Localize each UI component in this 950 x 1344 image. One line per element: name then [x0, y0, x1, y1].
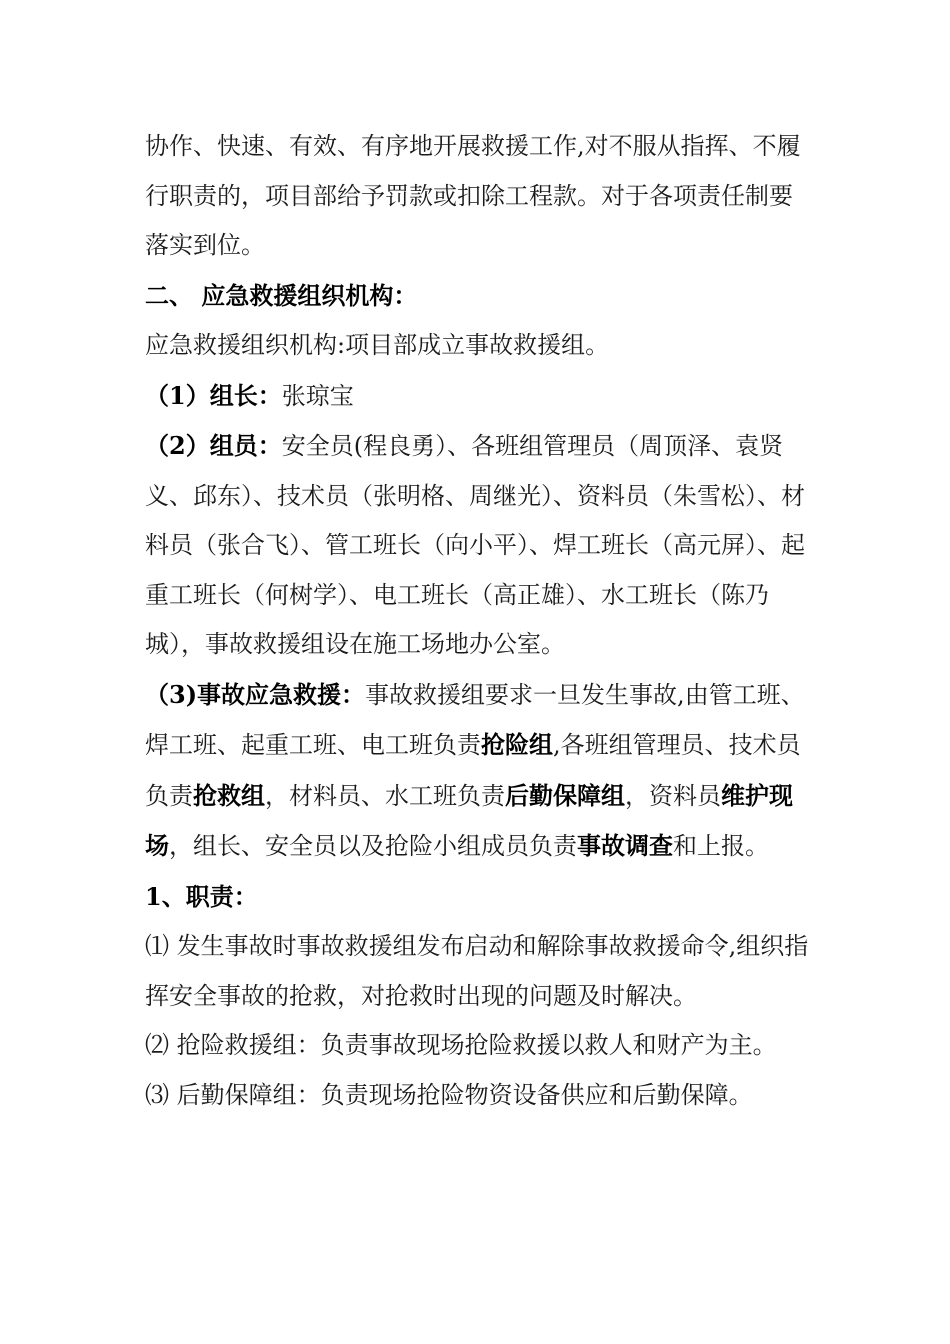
heading-text: 1、职责：: [145, 881, 258, 911]
text-run: ,各班组管理员、技术员负责: [145, 731, 801, 810]
text-run: ，组长、安全员以及抢险小组成员负责: [169, 832, 577, 860]
text-run: ，资料员: [625, 781, 721, 810]
item-value: 张琼宝: [281, 381, 354, 410]
duty-item-2: [145, 1021, 810, 1071]
section-heading-duties: [145, 872, 810, 923]
bold-term-site-protection: 维护现场: [145, 780, 793, 860]
heading-text: 二、 应急救援组织机构：: [145, 280, 418, 310]
duty-item-1: [145, 922, 810, 1021]
item-value: 安全员(程良勇）、各班组管理员（周顶泽、袁贤义、邱东）、技术员（张明格、周继光）、资料员（朱雪松）、材料员（张合飞）、管工班长（向小平）、焊工班长（高元屏）、起重工班长（何树学）、电工班长（高正雄）、水工班长（陈乃城），事故救援组设在施工场地办公室。: [145, 432, 805, 658]
item-label: （1）组长：: [145, 380, 282, 410]
text-run: 事故救援组要求一旦发生事故,由管工班、焊工班、起重工班、电工班负责: [145, 680, 805, 759]
item-group-members: [145, 421, 810, 670]
duty-item-3: [145, 1071, 810, 1121]
text-run: ⑶ 后勤保障组：负责现场抢险物资设备供应和后勤保障。: [145, 1080, 753, 1109]
text-run: 协作、快速、有效、有序地开展救援工作,对不服从指挥、不履行职责的，项目部给予罚款或扣除工程款。对于各项责任制要落实到位。: [145, 132, 801, 259]
text-run: 应急救援组织机构:项目部成立事故救援组。: [145, 331, 610, 359]
bold-term-investigation: 事故调查: [577, 831, 673, 860]
paragraph-organization-intro: [145, 321, 810, 371]
section-heading-organization: [145, 271, 810, 322]
text-run: ，材料员、水工班负责: [265, 781, 505, 810]
text-run: ⑵ 抢险救援组：负责事故现场抢险救援以救人和财产为主。: [145, 1031, 777, 1059]
item-label: （3)事故应急救援：: [145, 679, 366, 709]
paragraph-responsibility-system: [145, 122, 810, 271]
bold-term-logistics-team: 后勤保障组: [505, 780, 625, 810]
item-label: （2）组员：: [145, 431, 282, 460]
text-run: ⑴ 发生事故时事故救援组发布启动和解除事故救援命令,组织指挥安全事故的抢救，对抢救时出现的问题及时解决。: [145, 932, 809, 1010]
bold-term-first-aid-team: 抢救组: [193, 780, 265, 810]
item-group-leader: [145, 371, 810, 422]
bold-term-rescue-team: 抢险组: [481, 730, 553, 759]
text-run: 和上报。: [673, 832, 769, 860]
item-emergency-rescue: [145, 670, 810, 872]
